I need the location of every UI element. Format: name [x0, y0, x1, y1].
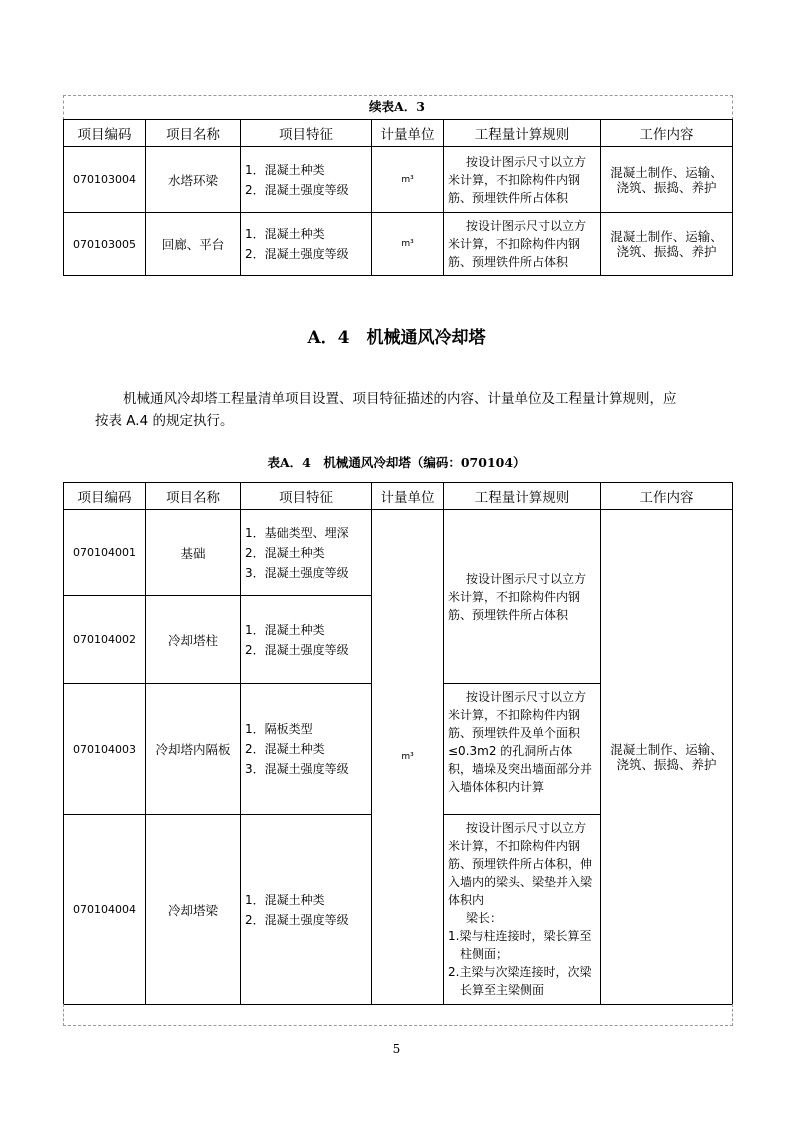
rule-subheading: 梁长：: [466, 911, 503, 925]
item-rule: [444, 147, 601, 213]
header-name: 项目名称: [146, 483, 241, 510]
feature-line: 1．基础类型、埋深: [245, 525, 349, 540]
feature-line: 3．混凝土强度等级: [245, 565, 349, 580]
item-code: 070104004: [64, 815, 146, 1005]
item-name: 基础: [146, 510, 241, 596]
rule-item: 1.梁与柱连接时，梁长算至柱侧面；: [448, 929, 592, 961]
header-name: 项目名称: [146, 120, 241, 147]
item-code: 070104003: [64, 684, 146, 815]
rule-text: 按设计图示尺寸以立方米计算，不扣除构件内钢筋、预埋铁件所占体积，伸入墙内的梁头、梁垫并入梁体积内: [448, 821, 593, 907]
page-number: 5: [392, 1042, 401, 1056]
feature-line: 2．混凝土强度等级: [245, 182, 349, 197]
table3: [63, 119, 733, 276]
section-title: A．4 机械通风冷却塔: [307, 328, 486, 348]
feature-line: 2．混凝土强度等级: [245, 912, 349, 927]
feature-line: 3．混凝土强度等级: [245, 762, 349, 776]
item-unit: m³: [372, 510, 444, 1005]
item-rule: [444, 213, 601, 276]
rule-text: 按设计图示尺寸以立方米计算，不扣除构件内钢筋、预埋铁件及单个面积≤0.3m2 的孔洞所占体积，墙垛及突出墙面部分并入墙体体积内计算: [448, 690, 593, 794]
header-work: 工作内容: [601, 483, 733, 510]
feature-line: 1．混凝土种类: [245, 227, 325, 241]
item-name: 冷却塔柱: [146, 596, 241, 684]
feature-line: 2．混凝土强度等级: [245, 642, 349, 657]
item-code: 070103005: [64, 213, 146, 276]
header-code: 项目编码: [64, 483, 146, 510]
feature-line: 1．混凝土种类: [245, 892, 325, 907]
feature-line: 1．混凝土种类: [245, 622, 325, 637]
feature-line: 1．混凝土种类: [245, 162, 325, 177]
item-name: 水塔环梁: [146, 147, 241, 213]
header-code: 项目编码: [64, 120, 146, 147]
item-features: [241, 684, 372, 815]
item-code: 070104001: [64, 510, 146, 596]
table4-caption: 表A．4 机械通风冷却塔（编码：070104）: [267, 455, 526, 470]
table4: [63, 482, 733, 1005]
item-unit: m³: [372, 147, 444, 213]
section-paragraph-line1: 机械通风冷却塔工程量清单项目设置、项目特征描述的内容、计量单位及工程量计算规则，应: [123, 391, 677, 407]
item-code: 070104002: [64, 596, 146, 684]
header-features: 项目特征: [241, 120, 372, 147]
header-unit: 计量单位: [372, 120, 444, 147]
item-name: 回廊、平台: [146, 213, 241, 276]
item-work: 混凝土制作、运输、浇筑、振捣、养护: [601, 147, 733, 213]
feature-line: 1．隔板类型: [245, 722, 313, 736]
item-rule: [444, 510, 601, 684]
item-features: [241, 510, 372, 596]
item-features: [241, 596, 372, 684]
header-rule: 工程量计算规则: [444, 483, 601, 510]
item-code: 070103004: [64, 147, 146, 213]
item-name: 冷却塔内隔板: [146, 684, 241, 815]
table3-caption: 续表A．3: [369, 99, 425, 114]
item-features: [241, 147, 372, 213]
header-rule: 工程量计算规则: [444, 120, 601, 147]
table4-header-row: [64, 483, 733, 510]
item-unit: m³: [372, 213, 444, 276]
rule-text: 按设计图示尺寸以立方米计算，不扣除构件内钢筋、预埋铁件所占体积: [448, 571, 587, 622]
header-unit: 计量单位: [372, 483, 444, 510]
rule-text: 按设计图示尺寸以立方米计算，不扣除构件内钢筋、预埋铁件所占体积: [448, 219, 587, 269]
section-paragraph-line2: 按表 A.4 的规定执行。: [95, 413, 234, 429]
item-name: 冷却塔梁: [146, 815, 241, 1005]
rule-item: 2.主梁与次梁连接时，次梁长算至主梁侧面: [448, 965, 592, 997]
table-row: [64, 510, 733, 596]
table-row: [64, 213, 733, 276]
table-row: [64, 147, 733, 213]
item-work: 混凝土制作、运输、浇筑、振捣、养护: [601, 213, 733, 276]
header-work: 工作内容: [601, 120, 733, 147]
table3-header-row: [64, 120, 733, 147]
table4-footer-frame: [63, 1004, 733, 1026]
item-rule: [444, 815, 601, 1005]
feature-line: 2．混凝土种类: [245, 742, 325, 756]
feature-line: 2．混凝土种类: [245, 545, 325, 560]
item-features: [241, 213, 372, 276]
item-work: 混凝土制作、运输、浇筑、振捣、养护: [601, 510, 733, 1005]
rule-text: 按设计图示尺寸以立方米计算，不扣除构件内钢筋、预埋铁件所占体积: [448, 154, 587, 205]
item-rule: [444, 684, 601, 815]
header-features: 项目特征: [241, 483, 372, 510]
feature-line: 2．混凝土强度等级: [245, 247, 349, 261]
item-features: [241, 815, 372, 1005]
